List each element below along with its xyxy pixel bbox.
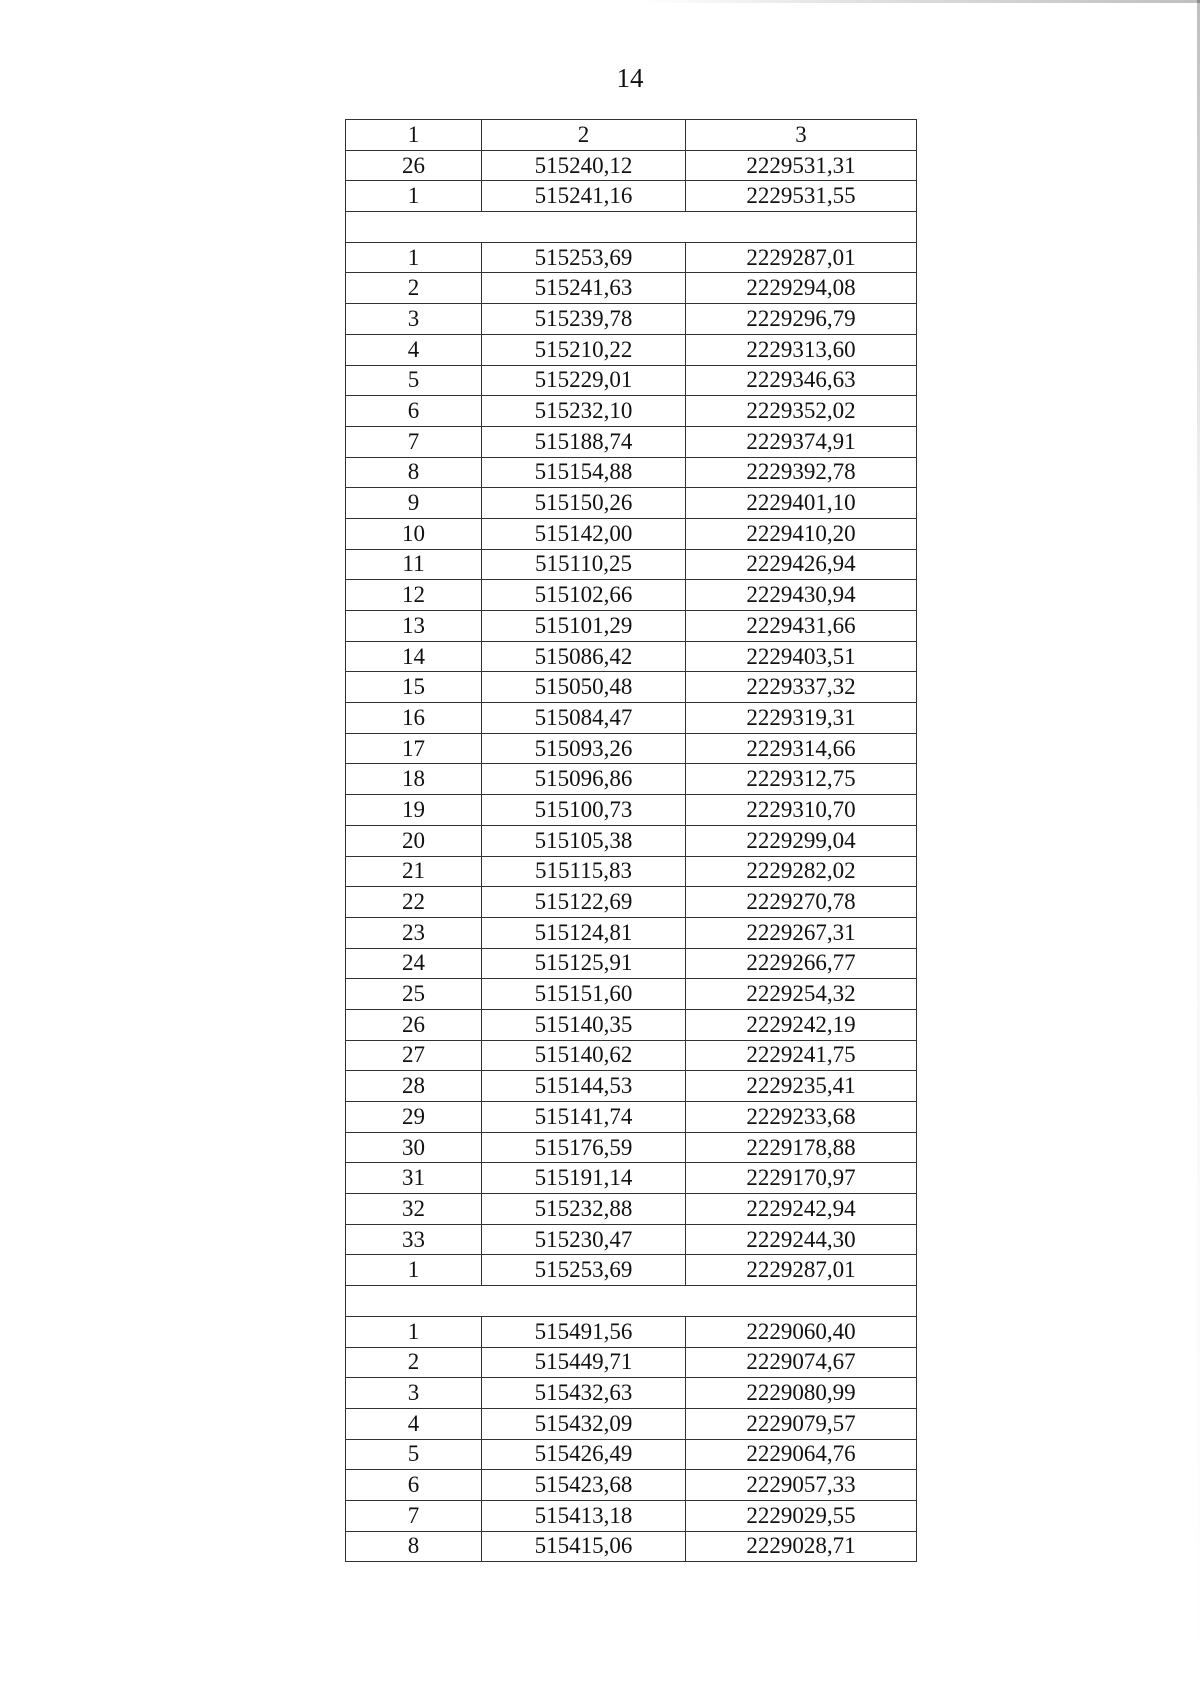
- x-coordinate-cell: 515413,18: [482, 1500, 686, 1531]
- table-row: [346, 181, 917, 212]
- x-coordinate-cell: 515415,06: [482, 1531, 686, 1562]
- x-coordinate-cell: 515239,78: [482, 304, 686, 335]
- x-coordinate-cell: 515232,10: [482, 396, 686, 427]
- y-coordinate-cell: 2229313,60: [686, 334, 917, 365]
- x-coordinate-cell: 515125,91: [482, 948, 686, 979]
- x-coordinate-cell: 515241,63: [482, 273, 686, 304]
- point-number-cell: 3: [346, 304, 482, 335]
- table-row: [346, 488, 917, 519]
- table-row: [346, 917, 917, 948]
- point-number-cell: 14: [346, 641, 482, 672]
- y-coordinate-cell: 2229267,31: [686, 917, 917, 948]
- point-number-cell: 22: [346, 887, 482, 918]
- table-row: [346, 1102, 917, 1133]
- point-number-cell: 28: [346, 1071, 482, 1102]
- table-row: [346, 1531, 917, 1562]
- y-coordinate-cell: 2229028,71: [686, 1531, 917, 1562]
- x-coordinate-cell: 515086,42: [482, 641, 686, 672]
- point-number-cell: 1: [346, 181, 482, 212]
- x-coordinate-cell: 515432,09: [482, 1408, 686, 1439]
- point-number-cell: 31: [346, 1163, 482, 1194]
- header-cell-x: 2: [482, 120, 686, 151]
- point-number-cell: 17: [346, 733, 482, 764]
- x-coordinate-cell: 515050,48: [482, 672, 686, 703]
- table-row: [346, 242, 917, 273]
- header-cell-point: 1: [346, 120, 482, 151]
- table-header-row: [346, 120, 917, 151]
- y-coordinate-cell: 2229294,08: [686, 273, 917, 304]
- x-coordinate-cell: 515423,68: [482, 1470, 686, 1501]
- point-number-cell: 8: [346, 1531, 482, 1562]
- y-coordinate-cell: 2229531,55: [686, 181, 917, 212]
- point-number-cell: 26: [346, 150, 482, 181]
- x-coordinate-cell: 515491,56: [482, 1316, 686, 1347]
- table-row: [346, 518, 917, 549]
- y-coordinate-cell: 2229392,78: [686, 457, 917, 488]
- table-row: [346, 1347, 917, 1378]
- table-row: [346, 396, 917, 427]
- point-number-cell: 1: [346, 1255, 482, 1286]
- table-row: [346, 1408, 917, 1439]
- y-coordinate-cell: 2229287,01: [686, 242, 917, 273]
- table-row: [346, 457, 917, 488]
- x-coordinate-cell: 515096,86: [482, 764, 686, 795]
- point-number-cell: 27: [346, 1040, 482, 1071]
- y-coordinate-cell: 2229270,78: [686, 887, 917, 918]
- y-coordinate-cell: 2229242,19: [686, 1009, 917, 1040]
- x-coordinate-cell: 515232,88: [482, 1194, 686, 1225]
- x-coordinate-cell: 515230,47: [482, 1224, 686, 1255]
- y-coordinate-cell: 2229346,63: [686, 365, 917, 396]
- table-row: [346, 1316, 917, 1347]
- y-coordinate-cell: 2229244,30: [686, 1224, 917, 1255]
- y-coordinate-cell: 2229310,70: [686, 795, 917, 826]
- table-row: [346, 1163, 917, 1194]
- coordinates-table-body: [346, 150, 917, 1562]
- point-number-cell: 4: [346, 334, 482, 365]
- x-coordinate-cell: 515253,69: [482, 242, 686, 273]
- x-coordinate-cell: 515151,60: [482, 979, 686, 1010]
- separator-cell: [346, 212, 917, 243]
- y-coordinate-cell: 2229266,77: [686, 948, 917, 979]
- y-coordinate-cell: 2229531,31: [686, 150, 917, 181]
- y-coordinate-cell: 2229235,41: [686, 1071, 917, 1102]
- table-row: [346, 1194, 917, 1225]
- point-number-cell: 3: [346, 1378, 482, 1409]
- y-coordinate-cell: 2229029,55: [686, 1500, 917, 1531]
- table-row: [346, 795, 917, 826]
- x-coordinate-cell: 515176,59: [482, 1132, 686, 1163]
- x-coordinate-cell: 515144,53: [482, 1071, 686, 1102]
- x-coordinate-cell: 515191,14: [482, 1163, 686, 1194]
- point-number-cell: 24: [346, 948, 482, 979]
- scan-artifact-top: [640, 0, 1200, 3]
- y-coordinate-cell: 2229431,66: [686, 611, 917, 642]
- point-number-cell: 5: [346, 365, 482, 396]
- point-number-cell: 32: [346, 1194, 482, 1225]
- table-row: [346, 1224, 917, 1255]
- y-coordinate-cell: 2229074,67: [686, 1347, 917, 1378]
- table-row: [346, 948, 917, 979]
- point-number-cell: 26: [346, 1009, 482, 1040]
- y-coordinate-cell: 2229242,94: [686, 1194, 917, 1225]
- point-number-cell: 1: [346, 1316, 482, 1347]
- y-coordinate-cell: 2229314,66: [686, 733, 917, 764]
- table-row: [346, 549, 917, 580]
- y-coordinate-cell: 2229426,94: [686, 549, 917, 580]
- x-coordinate-cell: 515449,71: [482, 1347, 686, 1378]
- table-row: [346, 1009, 917, 1040]
- point-number-cell: 2: [346, 273, 482, 304]
- x-coordinate-cell: 515122,69: [482, 887, 686, 918]
- y-coordinate-cell: 2229337,32: [686, 672, 917, 703]
- point-number-cell: 8: [346, 457, 482, 488]
- table-row: [346, 825, 917, 856]
- table-row: [346, 733, 917, 764]
- coordinates-table: [345, 119, 917, 1562]
- y-coordinate-cell: 2229079,57: [686, 1408, 917, 1439]
- point-number-cell: 20: [346, 825, 482, 856]
- x-coordinate-cell: 515093,26: [482, 733, 686, 764]
- point-number-cell: 9: [346, 488, 482, 519]
- y-coordinate-cell: 2229233,68: [686, 1102, 917, 1133]
- point-number-cell: 15: [346, 672, 482, 703]
- x-coordinate-cell: 515150,26: [482, 488, 686, 519]
- table-row: [346, 641, 917, 672]
- y-coordinate-cell: 2229312,75: [686, 764, 917, 795]
- x-coordinate-cell: 515154,88: [482, 457, 686, 488]
- table-row: [346, 1132, 917, 1163]
- table-row: [346, 1470, 917, 1501]
- table-row: [346, 611, 917, 642]
- point-number-cell: 33: [346, 1224, 482, 1255]
- table-row: [346, 672, 917, 703]
- x-coordinate-cell: 515188,74: [482, 426, 686, 457]
- y-coordinate-cell: 2229282,02: [686, 856, 917, 887]
- point-number-cell: 7: [346, 1500, 482, 1531]
- point-number-cell: 11: [346, 549, 482, 580]
- table-row: [346, 703, 917, 734]
- x-coordinate-cell: 515241,16: [482, 181, 686, 212]
- block-separator-row: [346, 1286, 917, 1317]
- table-row: [346, 365, 917, 396]
- y-coordinate-cell: 2229296,79: [686, 304, 917, 335]
- point-number-cell: 19: [346, 795, 482, 826]
- point-number-cell: 4: [346, 1408, 482, 1439]
- table-row: [346, 856, 917, 887]
- y-coordinate-cell: 2229254,32: [686, 979, 917, 1010]
- table-row: [346, 273, 917, 304]
- y-coordinate-cell: 2229057,33: [686, 1470, 917, 1501]
- table-row: [346, 979, 917, 1010]
- x-coordinate-cell: 515105,38: [482, 825, 686, 856]
- header-cell-y: 3: [686, 120, 917, 151]
- table-row: [346, 1071, 917, 1102]
- y-coordinate-cell: 2229080,99: [686, 1378, 917, 1409]
- x-coordinate-cell: 515253,69: [482, 1255, 686, 1286]
- point-number-cell: 7: [346, 426, 482, 457]
- page-number: 14: [616, 63, 644, 93]
- block-separator-row: [346, 212, 917, 243]
- point-number-cell: 23: [346, 917, 482, 948]
- point-number-cell: 5: [346, 1439, 482, 1470]
- table-row: [346, 580, 917, 611]
- point-number-cell: 10: [346, 518, 482, 549]
- y-coordinate-cell: 2229299,04: [686, 825, 917, 856]
- x-coordinate-cell: 515110,25: [482, 549, 686, 580]
- table-row: [346, 1500, 917, 1531]
- table-row: [346, 764, 917, 795]
- separator-cell: [346, 1286, 917, 1317]
- y-coordinate-cell: 2229401,10: [686, 488, 917, 519]
- x-coordinate-cell: 515124,81: [482, 917, 686, 948]
- point-number-cell: 18: [346, 764, 482, 795]
- point-number-cell: 2: [346, 1347, 482, 1378]
- point-number-cell: 13: [346, 611, 482, 642]
- x-coordinate-cell: 515229,01: [482, 365, 686, 396]
- point-number-cell: 12: [346, 580, 482, 611]
- table-row: [346, 150, 917, 181]
- y-coordinate-cell: 2229410,20: [686, 518, 917, 549]
- y-coordinate-cell: 2229374,91: [686, 426, 917, 457]
- point-number-cell: 30: [346, 1132, 482, 1163]
- table-row: [346, 334, 917, 365]
- x-coordinate-cell: 515432,63: [482, 1378, 686, 1409]
- point-number-cell: 16: [346, 703, 482, 734]
- y-coordinate-cell: 2229178,88: [686, 1132, 917, 1163]
- y-coordinate-cell: 2229064,76: [686, 1439, 917, 1470]
- point-number-cell: 29: [346, 1102, 482, 1133]
- table-row: [346, 1040, 917, 1071]
- x-coordinate-cell: 515115,83: [482, 856, 686, 887]
- x-coordinate-cell: 515102,66: [482, 580, 686, 611]
- table-row: [346, 1378, 917, 1409]
- y-coordinate-cell: 2229352,02: [686, 396, 917, 427]
- table-row: [346, 1255, 917, 1286]
- y-coordinate-cell: 2229430,94: [686, 580, 917, 611]
- x-coordinate-cell: 515210,22: [482, 334, 686, 365]
- x-coordinate-cell: 515084,47: [482, 703, 686, 734]
- x-coordinate-cell: 515142,00: [482, 518, 686, 549]
- table-row: [346, 304, 917, 335]
- point-number-cell: 21: [346, 856, 482, 887]
- x-coordinate-cell: 515240,12: [482, 150, 686, 181]
- point-number-cell: 6: [346, 1470, 482, 1501]
- y-coordinate-cell: 2229319,31: [686, 703, 917, 734]
- table-row: [346, 887, 917, 918]
- table-row: [346, 1439, 917, 1470]
- y-coordinate-cell: 2229403,51: [686, 641, 917, 672]
- point-number-cell: 25: [346, 979, 482, 1010]
- x-coordinate-cell: 515426,49: [482, 1439, 686, 1470]
- point-number-cell: 6: [346, 396, 482, 427]
- y-coordinate-cell: 2229241,75: [686, 1040, 917, 1071]
- x-coordinate-cell: 515141,74: [482, 1102, 686, 1133]
- x-coordinate-cell: 515140,35: [482, 1009, 686, 1040]
- y-coordinate-cell: 2229170,97: [686, 1163, 917, 1194]
- y-coordinate-cell: 2229287,01: [686, 1255, 917, 1286]
- x-coordinate-cell: 515100,73: [482, 795, 686, 826]
- y-coordinate-cell: 2229060,40: [686, 1316, 917, 1347]
- table-row: [346, 426, 917, 457]
- x-coordinate-cell: 515101,29: [482, 611, 686, 642]
- point-number-cell: 1: [346, 242, 482, 273]
- x-coordinate-cell: 515140,62: [482, 1040, 686, 1071]
